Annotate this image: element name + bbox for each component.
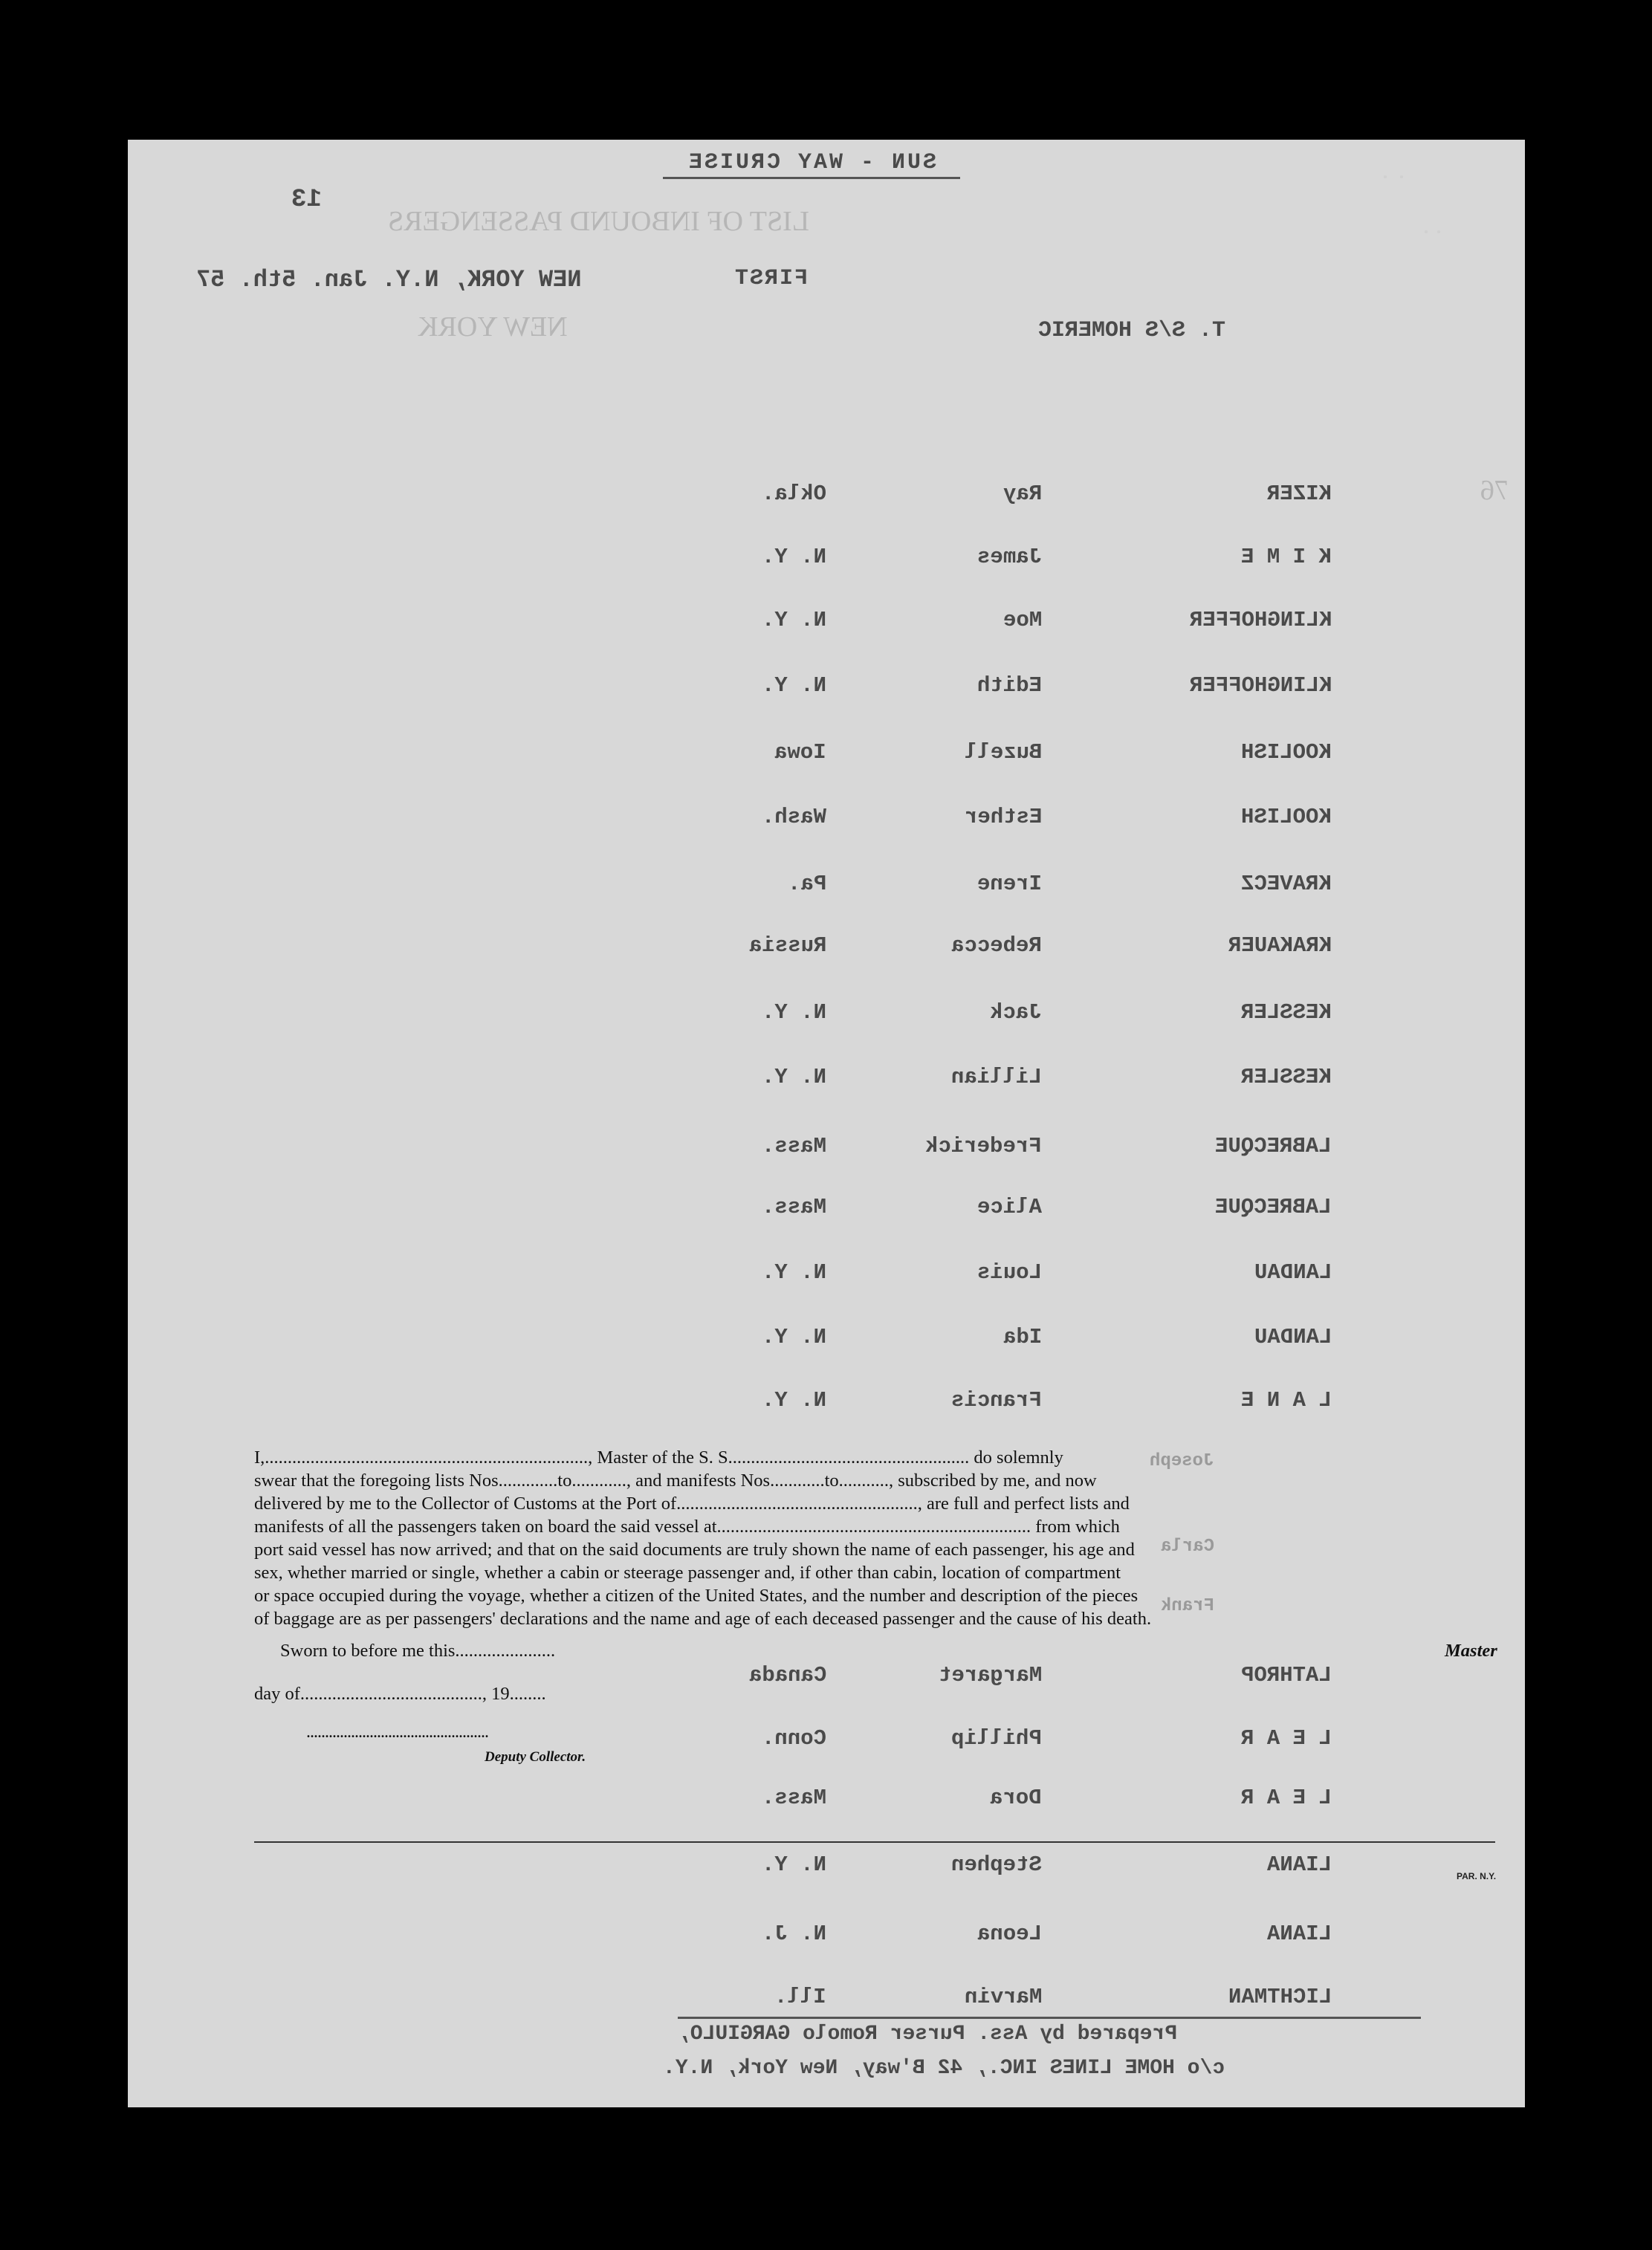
passenger-row	[128, 1922, 1525, 1951]
passenger-given-name: Rebecca	[951, 933, 1042, 958]
passenger-surname: K I M E	[1241, 545, 1332, 569]
affidavit-line: sex, whether married or single, whether a cabin or steerage passenger and, if other than cabin, location of compartment	[254, 1563, 1121, 1583]
passenger-row	[128, 740, 1525, 770]
passenger-given-name-cell	[871, 740, 1042, 765]
passenger-surname-cell	[1138, 1786, 1332, 1810]
passenger-row	[128, 482, 1525, 511]
passenger-given-name-cell	[871, 1922, 1042, 1946]
speck	[1400, 175, 1403, 178]
passenger-row	[128, 1786, 1525, 1815]
passenger-surname: LIANA	[1266, 1922, 1332, 1946]
passenger-surname: L E A R	[1241, 1726, 1332, 1751]
passenger-surname: LANDAU	[1254, 1325, 1332, 1349]
passenger-row	[128, 1000, 1525, 1030]
printer-mark: PAR. N.Y.	[1457, 1871, 1497, 1881]
passenger-given-name: Dora	[990, 1786, 1042, 1810]
passenger-surname-cell	[1138, 1388, 1332, 1413]
passenger-given-name: Stephen	[951, 1852, 1042, 1877]
passenger-given-name-cell	[871, 1260, 1042, 1285]
passenger-residence-cell	[641, 545, 826, 569]
passenger-surname-cell	[1138, 805, 1332, 829]
passenger-given-name: Leona	[976, 1922, 1042, 1946]
passenger-residence: Ill.	[774, 1985, 826, 2009]
passenger-residence: N. Y.	[761, 608, 826, 632]
passenger-surname-cell	[1138, 1985, 1332, 2009]
passenger-surname: KLINGHOFFER	[1189, 673, 1332, 698]
vessel-name: T. S/S HOMERIC	[1038, 318, 1226, 343]
passenger-given-name-cell	[871, 1000, 1042, 1025]
passenger-row	[128, 933, 1525, 963]
passenger-given-name-cell	[871, 933, 1042, 958]
passenger-residence-cell	[641, 1134, 826, 1158]
passenger-given-name-cell	[871, 1388, 1042, 1413]
passenger-given-name: Irene	[976, 872, 1042, 896]
passenger-given-name: Marvin	[964, 1985, 1042, 2009]
passenger-residence-cell	[641, 1065, 826, 1089]
passenger-residence-cell	[641, 608, 826, 632]
passenger-residence: N. Y.	[761, 1260, 826, 1285]
passenger-given-name: Ida	[1002, 1325, 1042, 1349]
passenger-given-name: Edith	[976, 673, 1042, 698]
company-address: c/o HOME LINES INC., 42 B'way, New York, N.Y.	[663, 2057, 1225, 2080]
passenger-given-name: Buzell	[964, 740, 1042, 765]
passenger-residence: Canada	[748, 1663, 826, 1688]
passenger-row	[128, 1852, 1525, 1882]
passenger-surname: KOOLISH	[1241, 805, 1332, 829]
passenger-given-name-cell	[871, 1325, 1042, 1349]
passenger-surname-cell	[1138, 1195, 1332, 1219]
speck	[1384, 175, 1387, 178]
passenger-given-name-cell	[871, 1065, 1042, 1089]
passenger-residence: Pa.	[787, 872, 826, 896]
passenger-surname-cell	[1138, 1922, 1332, 1946]
affidavit-line: or space occupied during the voyage, whether a citizen of the United States, and the number and description of the pieces	[254, 1586, 1138, 1606]
passenger-surname: L E A R	[1241, 1786, 1332, 1810]
affidavit-line: port said vessel has now arrived; and that on the said documents are truly shown the name of each passenger, his age and	[254, 1540, 1135, 1560]
passenger-residence-cell	[641, 740, 826, 765]
bleed-through-port: NEW YORK	[418, 311, 568, 343]
passenger-residence-cell	[641, 1325, 826, 1349]
passenger-residence-cell	[641, 805, 826, 829]
master-affidavit	[254, 1446, 1510, 1630]
sworn-line: Sworn to before me this......................	[280, 1641, 556, 1661]
deputy-collector-label: Deputy Collector.	[485, 1749, 586, 1765]
speck	[1425, 230, 1428, 233]
passenger-given-name: Esther	[964, 805, 1042, 829]
passenger-residence-cell	[641, 933, 826, 958]
passenger-surname-cell	[1138, 1726, 1332, 1751]
bleed-through-row: Carla	[1161, 1537, 1215, 1557]
passenger-residence: Okla.	[761, 482, 826, 506]
passenger-given-name: Ray	[1002, 482, 1042, 506]
passenger-surname-cell	[1138, 1000, 1332, 1025]
passenger-surname-cell	[1138, 933, 1332, 958]
passenger-residence: N. Y.	[761, 1325, 826, 1349]
passenger-surname-cell	[1138, 1065, 1332, 1089]
affidavit-line: of baggage are as per passengers' declarations and the name and age of each deceased passenger and the cause of his death.	[254, 1609, 1152, 1629]
passenger-row	[128, 1260, 1525, 1290]
passenger-row	[128, 1195, 1525, 1225]
passenger-row	[128, 608, 1525, 638]
passenger-surname: KESSLER	[1241, 1065, 1332, 1089]
bleed-through-number: 76	[1480, 475, 1509, 506]
passenger-residence-cell	[641, 1786, 826, 1810]
passenger-surname-cell	[1138, 1325, 1332, 1349]
passenger-residence-cell	[641, 673, 826, 698]
passenger-given-name-cell	[871, 805, 1042, 829]
passenger-residence: N. Y.	[761, 1000, 826, 1025]
passenger-row	[128, 1388, 1525, 1418]
passenger-surname-cell	[1138, 673, 1332, 698]
passenger-row	[128, 1134, 1525, 1164]
passenger-given-name-cell	[871, 1195, 1042, 1219]
day-of-line: day of........................................, 19........	[254, 1684, 546, 1704]
cruise-name: SUN - WAY CRUISE	[686, 150, 937, 175]
passenger-given-name-cell	[871, 1985, 1042, 2009]
passenger-given-name: Francis	[951, 1388, 1042, 1413]
bleed-through-row: Frank	[1161, 1596, 1215, 1616]
passenger-given-name: Phillip	[951, 1726, 1042, 1751]
passenger-given-name: Moe	[1002, 608, 1042, 632]
passenger-residence: Mass.	[761, 1134, 826, 1158]
passenger-surname-cell	[1138, 1852, 1332, 1877]
passenger-surname: KLINGHOFFER	[1189, 608, 1332, 632]
passenger-row	[128, 673, 1525, 703]
form-divider	[254, 1841, 1495, 1843]
manifest-page	[128, 140, 1525, 2107]
passenger-surname: KOOLISH	[1241, 740, 1332, 765]
passenger-row	[128, 1985, 1525, 2014]
passenger-residence-cell	[641, 482, 826, 506]
passenger-surname-cell	[1138, 482, 1332, 506]
passenger-surname-cell	[1138, 1260, 1332, 1285]
speck	[1437, 230, 1440, 233]
master-label: Master	[1445, 1641, 1497, 1661]
passenger-surname: LATHROP	[1241, 1663, 1332, 1688]
affidavit-line: manifests of all the passengers taken on board the said vessel at..................................................................... from which	[254, 1517, 1120, 1537]
passenger-surname-cell	[1138, 1134, 1332, 1158]
passenger-surname-cell	[1138, 872, 1332, 896]
passenger-residence-cell	[641, 1852, 826, 1877]
passenger-residence: N. J.	[761, 1922, 826, 1946]
passenger-residence-cell	[641, 1922, 826, 1946]
passenger-residence-cell	[641, 1260, 826, 1285]
class-label: FIRST	[733, 266, 809, 291]
affidavit-line: swear that the foregoing lists Nos.............to............, and manifests Nos............to..........., subscribed by me, and now	[254, 1471, 1097, 1491]
passenger-surname-cell	[1138, 740, 1332, 765]
passenger-given-name-cell	[871, 1726, 1042, 1751]
passenger-surname-cell	[1138, 1663, 1332, 1688]
passenger-surname: L A N E	[1241, 1388, 1332, 1413]
affidavit-line: delivered by me to the Collector of Customs at the Port of....................................................., are full and perfect lists and	[254, 1494, 1130, 1514]
passenger-surname: KRAKAUER	[1228, 933, 1332, 958]
passenger-surname-cell	[1138, 545, 1332, 569]
passenger-given-name-cell	[871, 1663, 1042, 1688]
passenger-given-name: Louis	[976, 1260, 1042, 1285]
passenger-given-name-cell	[871, 545, 1042, 569]
passenger-surname: LICHTMAN	[1228, 1985, 1332, 2009]
passenger-given-name-cell	[871, 482, 1042, 506]
passenger-given-name: Alice	[976, 1195, 1042, 1219]
bleed-through-row: Joseph	[1150, 1451, 1214, 1471]
passenger-row	[128, 545, 1525, 574]
passenger-residence: Mass.	[761, 1786, 826, 1810]
cruise-header	[663, 150, 960, 179]
passenger-given-name-cell	[871, 1852, 1042, 1877]
passenger-residence: Iowa	[774, 740, 826, 765]
passenger-given-name-cell	[871, 1134, 1042, 1158]
passenger-given-name-cell	[871, 673, 1042, 698]
passenger-residence: N. Y.	[761, 1852, 826, 1877]
passenger-row	[128, 1325, 1525, 1355]
deputy-signature-line: .................................................	[306, 1722, 488, 1742]
passenger-residence-cell	[641, 1388, 826, 1413]
port-and-date: NEW YORK, N.Y. Jan. 5th. 57	[196, 266, 582, 294]
passenger-surname: LIANA	[1266, 1852, 1332, 1877]
passenger-surname: KRAVECZ	[1241, 872, 1332, 896]
passenger-residence: Conn.	[761, 1726, 826, 1751]
passenger-given-name: Lillian	[951, 1065, 1042, 1089]
passenger-given-name-cell	[871, 608, 1042, 632]
passenger-residence-cell	[641, 1985, 826, 2009]
passenger-given-name: Margaret	[938, 1663, 1042, 1688]
affidavit-line: I,......................................................................., Master of the S. S..................................................... do solemnly	[254, 1447, 1063, 1468]
passenger-surname: KESSLER	[1241, 1000, 1332, 1025]
passenger-residence: N. Y.	[761, 545, 826, 569]
footer-rule	[678, 2017, 1421, 2019]
passenger-residence: N. Y.	[761, 673, 826, 698]
passenger-residence-cell	[641, 1000, 826, 1025]
passenger-residence-cell	[641, 1726, 826, 1751]
passenger-surname: LANDAU	[1254, 1260, 1332, 1285]
passenger-given-name-cell	[871, 872, 1042, 896]
passenger-surname: LABRECQUE	[1215, 1134, 1332, 1158]
passenger-given-name: Jack	[990, 1000, 1042, 1025]
passenger-given-name-cell	[871, 1786, 1042, 1810]
passenger-residence: Russia	[748, 933, 826, 958]
passenger-residence-cell	[641, 1195, 826, 1219]
passenger-residence-cell	[641, 1663, 826, 1688]
passenger-residence-cell	[641, 872, 826, 896]
page-number: 13	[291, 186, 322, 214]
bleed-through-title: LIST OF INBOUND PASSENGERS	[388, 206, 809, 237]
passenger-surname: LABRECQUE	[1215, 1195, 1332, 1219]
passenger-surname-cell	[1138, 608, 1332, 632]
passenger-residence: Mass.	[761, 1195, 826, 1219]
passenger-residence: N. Y.	[761, 1065, 826, 1089]
passenger-given-name: James	[976, 545, 1042, 569]
prepared-by: Prepared by Ass. Purser Romolo GARGIULO,	[678, 2023, 1178, 2046]
passenger-residence: N. Y.	[761, 1388, 826, 1413]
passenger-surname: KIZER	[1266, 482, 1332, 506]
passenger-row	[128, 805, 1525, 834]
passenger-given-name: Frederick	[925, 1134, 1042, 1158]
passenger-row	[128, 1065, 1525, 1095]
passenger-residence: Wash.	[761, 805, 826, 829]
passenger-row	[128, 872, 1525, 901]
